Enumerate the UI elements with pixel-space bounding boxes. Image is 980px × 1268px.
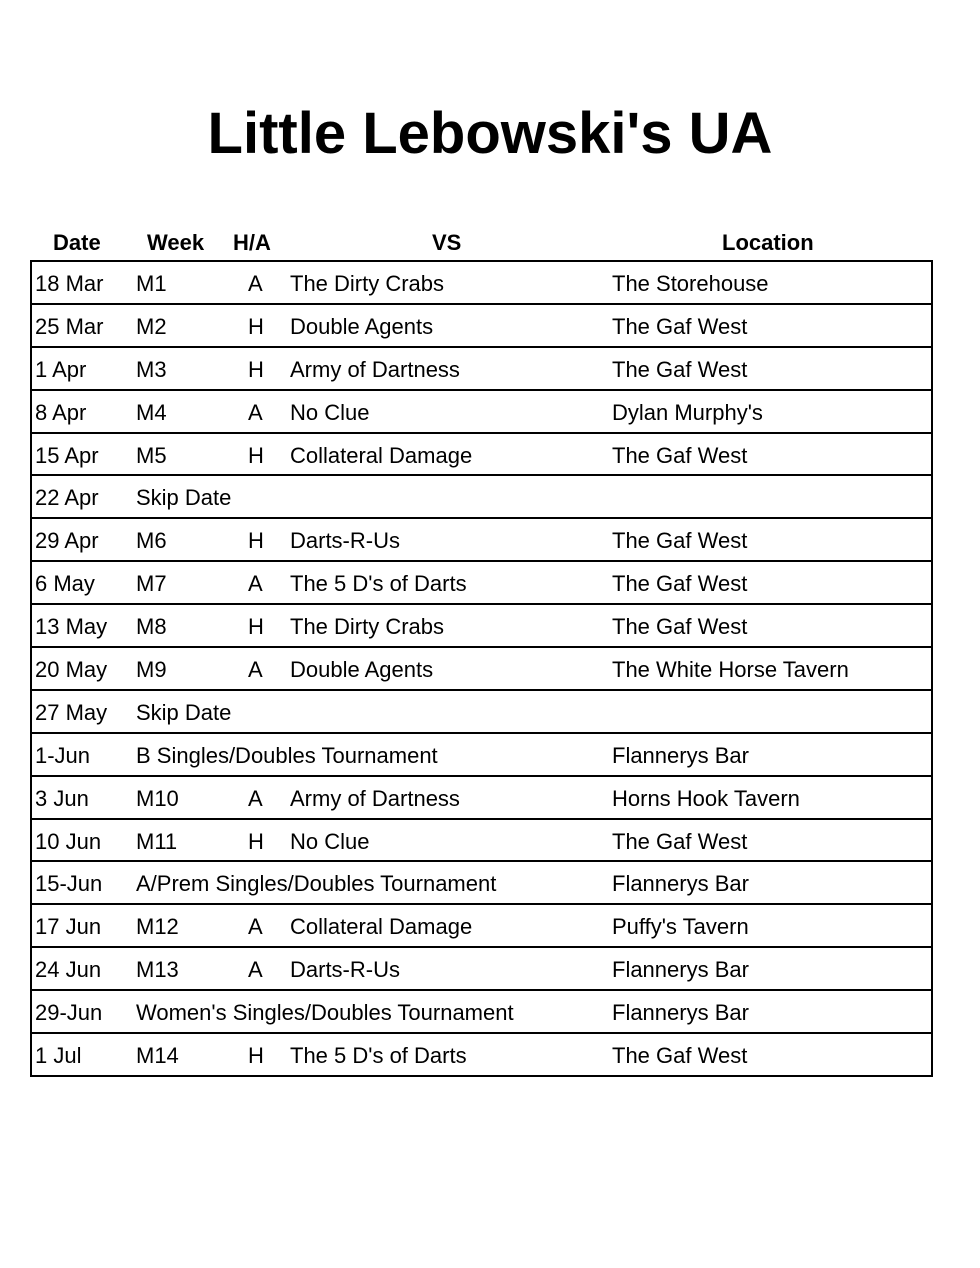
header-opponent: VS (432, 230, 462, 255)
cell-location: The Gaf West (612, 571, 748, 597)
table-row (32, 605, 931, 648)
table-row (32, 777, 931, 820)
cell-location: The Storehouse (612, 271, 769, 296)
cell-week: M3 (136, 356, 167, 382)
cell-date: 6 May (35, 571, 95, 597)
cell-location: The Gaf West (612, 313, 748, 339)
table-row (32, 434, 931, 477)
cell-note: Women's Singles/Doubles Tournament (136, 1000, 514, 1026)
cell-home-away: A (248, 657, 263, 683)
cell-note: Skip Date (136, 699, 232, 725)
header-home-away: H/A (233, 230, 271, 255)
cell-home-away: A (248, 957, 263, 983)
cell-location: The Gaf West (612, 528, 748, 554)
cell-home-away: H (248, 313, 264, 339)
cell-date: 18 Mar (35, 271, 104, 296)
table-row (32, 562, 931, 605)
cell-opponent: Army of Dartness (290, 356, 460, 382)
cell-opponent: Army of Dartness (290, 785, 460, 811)
cell-home-away: A (248, 571, 263, 597)
cell-week: M8 (136, 614, 167, 640)
cell-location: Horns Hook Tavern (612, 785, 800, 811)
cell-location: The White Horse Tavern (612, 657, 849, 683)
cell-home-away: H (248, 614, 264, 640)
cell-date: 29 Apr (35, 528, 99, 554)
cell-home-away: A (248, 785, 263, 811)
table-row (32, 905, 931, 948)
cell-note: A/Prem Singles/Doubles Tournament (136, 871, 497, 897)
cell-date: 10 Jun (35, 828, 102, 854)
cell-home-away: H (248, 356, 264, 382)
cell-opponent: The 5 D's of Darts (290, 1043, 467, 1069)
cell-note: B Singles/Doubles Tournament (136, 742, 438, 768)
table-row (32, 820, 931, 863)
cell-date: 17 Jun (35, 914, 102, 940)
cell-week: M4 (136, 399, 167, 425)
cell-location: Flannerys Bar (612, 742, 749, 768)
cell-opponent: Double Agents (290, 657, 434, 683)
header-week: Week (147, 230, 205, 255)
table-row (32, 648, 931, 691)
cell-opponent: The 5 D's of Darts (290, 571, 467, 597)
cell-home-away: H (248, 442, 264, 468)
cell-opponent: No Clue (290, 399, 370, 425)
cell-location: Flannerys Bar (612, 1000, 749, 1026)
cell-week: M6 (136, 528, 167, 554)
cell-week: M1 (136, 271, 167, 296)
cell-date: 29-Jun (35, 1000, 103, 1026)
cell-date: 15-Jun (35, 871, 103, 897)
cell-note: Skip Date (136, 485, 232, 511)
cell-location: Puffy's Tavern (612, 914, 749, 940)
table-row (32, 391, 931, 434)
cell-date: 1 Apr (35, 356, 87, 382)
cell-location: The Gaf West (612, 356, 748, 382)
cell-date: 15 Apr (35, 442, 99, 468)
cell-home-away: H (248, 528, 264, 554)
table-row (32, 1034, 931, 1077)
table-row (32, 262, 931, 305)
cell-date: 3 Jun (35, 785, 89, 811)
cell-date: 20 May (35, 657, 108, 683)
table-row (32, 348, 931, 391)
cell-week: M14 (136, 1043, 179, 1069)
cell-location: Flannerys Bar (612, 957, 749, 983)
table-row (32, 519, 931, 562)
cell-date: 8 Apr (35, 399, 87, 425)
cell-home-away: A (248, 271, 263, 296)
cell-location: The Gaf West (612, 442, 748, 468)
table-row (32, 476, 931, 519)
cell-location: Dylan Murphy's (612, 399, 763, 425)
header-location: Location (722, 230, 814, 255)
cell-location: The Gaf West (612, 828, 748, 854)
table-row (32, 734, 931, 777)
cell-opponent: No Clue (290, 828, 370, 854)
cell-opponent: The Dirty Crabs (290, 271, 445, 296)
cell-opponent: Collateral Damage (290, 914, 473, 940)
cell-home-away: H (248, 1043, 264, 1069)
table-row (32, 305, 931, 348)
cell-week: M11 (136, 828, 178, 854)
cell-week: M12 (136, 914, 179, 940)
cell-week: M13 (136, 957, 179, 983)
cell-location: Flannerys Bar (612, 871, 749, 897)
cell-week: M2 (136, 313, 167, 339)
cell-opponent: The Dirty Crabs (290, 614, 445, 640)
cell-date: 25 Mar (35, 313, 104, 339)
cell-home-away: H (248, 828, 264, 854)
cell-opponent: Darts-R-Us (290, 957, 400, 983)
table-row (32, 691, 931, 734)
cell-opponent: Collateral Damage (290, 442, 473, 468)
cell-date: 1-Jun (35, 742, 91, 768)
table-row (32, 862, 931, 905)
cell-week: M9 (136, 657, 167, 683)
cell-home-away: A (248, 914, 263, 940)
cell-date: 1 Jul (35, 1043, 82, 1069)
cell-location: The Gaf West (612, 614, 748, 640)
page-title: Little Lebowski's UA (207, 101, 773, 166)
cell-week: M10 (136, 785, 179, 811)
cell-week: M7 (136, 571, 167, 597)
cell-date: 24 Jun (35, 957, 102, 983)
cell-week: M5 (136, 442, 167, 468)
table-row (32, 948, 931, 991)
cell-date: 22 Apr (35, 485, 99, 511)
cell-opponent: Darts-R-Us (290, 528, 400, 554)
cell-opponent: Double Agents (290, 313, 434, 339)
cell-date: 13 May (35, 614, 108, 640)
cell-home-away: A (248, 399, 263, 425)
schedule-table (30, 260, 933, 1077)
table-header (30, 226, 935, 260)
cell-date: 27 May (35, 699, 108, 725)
header-date: Date (53, 230, 101, 255)
cell-location: The Gaf West (612, 1043, 748, 1069)
table-row (32, 991, 931, 1034)
